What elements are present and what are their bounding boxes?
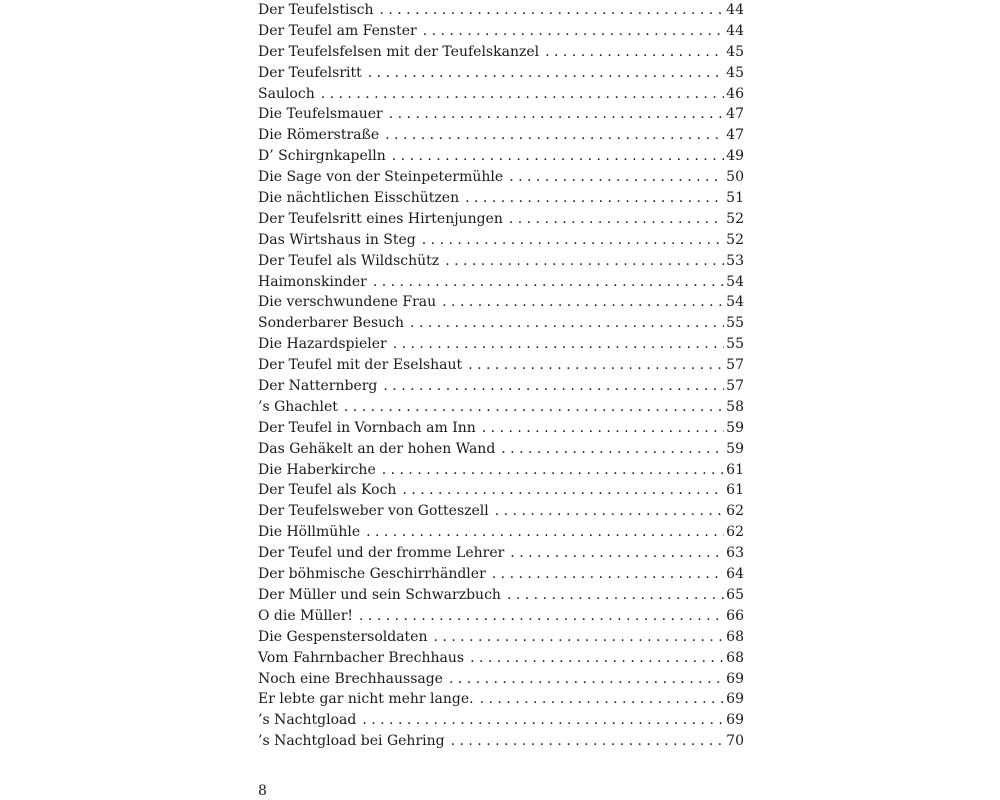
toc-entry — [258, 292, 744, 313]
page-number: 8 — [258, 783, 267, 799]
toc-entry-page: 69 — [726, 670, 744, 687]
toc-entry-page: 69 — [726, 712, 744, 729]
toc-dot-leader — [468, 355, 724, 376]
toc-dot-leader — [393, 334, 724, 355]
toc-entry — [258, 397, 744, 418]
toc-entry-title: Der Teufelsritt — [258, 64, 362, 81]
toc-entry-title: Der Teufel als Wildschütz — [258, 252, 440, 269]
toc-entry — [258, 146, 744, 167]
toc-entry — [258, 710, 744, 731]
toc-dot-leader — [470, 648, 724, 669]
toc-entry-page: 54 — [726, 273, 744, 290]
toc-entry-page: 66 — [726, 607, 744, 624]
toc-entry — [258, 543, 744, 564]
toc-entry-title: Die Hazardspieler — [258, 336, 387, 353]
toc-entry — [258, 418, 744, 439]
toc-entry-title: Vom Fahrnbacher Brechhaus — [258, 649, 465, 666]
toc-entry-title: Die Teufelsmauer — [258, 106, 383, 123]
toc-dot-leader — [482, 418, 724, 439]
toc-entry-page: 46 — [726, 85, 744, 102]
toc-dot-leader — [368, 63, 724, 84]
toc-entry-page: 65 — [726, 586, 744, 603]
toc-entry-page: 68 — [726, 628, 744, 645]
toc-dot-leader — [389, 104, 724, 125]
toc-entry-title: Der Teufel und der fromme Lehrer — [258, 545, 505, 562]
toc-entry — [258, 648, 744, 669]
toc-dot-leader — [385, 125, 724, 146]
toc-entry — [258, 21, 744, 42]
toc-dot-leader — [402, 480, 724, 501]
toc-dot-leader — [509, 209, 724, 230]
toc-entry-page: 55 — [726, 315, 744, 332]
toc-dot-leader — [383, 376, 724, 397]
toc-entry-page: 59 — [726, 440, 744, 457]
toc-entry-title: D’ Schirgnkapelln — [258, 148, 386, 165]
toc-entry-page: 68 — [726, 649, 744, 666]
toc-entry-page: 62 — [726, 503, 744, 520]
toc-dot-leader — [433, 627, 724, 648]
toc-dot-leader — [321, 84, 724, 105]
toc-dot-leader — [366, 522, 724, 543]
toc-entry-page: 62 — [726, 524, 744, 541]
toc-entry — [258, 585, 744, 606]
toc-dot-leader — [344, 397, 724, 418]
toc-entry-page: 50 — [726, 169, 744, 186]
toc-entry — [258, 501, 744, 522]
toc-entry-title: Haimonskinder — [258, 273, 367, 290]
toc-entry-page: 52 — [726, 210, 744, 227]
toc-entry-title: Das Wirtshaus in Steg — [258, 231, 416, 248]
toc-entry-page: 57 — [726, 357, 744, 374]
toc-entry-page: 53 — [726, 252, 744, 269]
toc-dot-leader — [495, 501, 724, 522]
toc-entry — [258, 439, 744, 460]
toc-entry — [258, 272, 744, 293]
toc-entry — [258, 376, 744, 397]
toc-entry — [258, 84, 744, 105]
toc-entry-page: 61 — [726, 482, 744, 499]
toc-entry-title: Der Teufel am Fenster — [258, 22, 417, 39]
toc-entry-title: Der Müller und sein Schwarzbuch — [258, 586, 501, 603]
toc-entry-title: Die nächtlichen Eisschützen — [258, 190, 460, 207]
toc-entry-page: 58 — [726, 398, 744, 415]
toc-entry-title: Die Höllmühle — [258, 524, 361, 541]
toc-entry-title: Der Teufelsritt eines Hirtenjungen — [258, 210, 503, 227]
toc-entry-title: Der böhmische Geschirrhändler — [258, 566, 486, 583]
toc-entry-title: Sonderbarer Besuch — [258, 315, 405, 332]
toc-entry-title: Sauloch — [258, 85, 315, 102]
toc-dot-leader — [410, 313, 724, 334]
toc-entry-title: Die Gespenstersoldaten — [258, 628, 428, 645]
toc-entry-page: 47 — [726, 106, 744, 123]
toc-entry-title: Der Teufelstisch — [258, 2, 374, 18]
toc-entry — [258, 188, 744, 209]
toc-entry — [258, 167, 744, 188]
toc-dot-leader — [362, 710, 724, 731]
toc-entry-page: 51 — [726, 190, 744, 207]
toc-entry-title: O die Müller! — [258, 607, 354, 624]
toc-entry-page: 69 — [726, 691, 744, 708]
toc-entry-page: 45 — [726, 43, 744, 60]
toc-dot-leader — [392, 146, 724, 167]
toc-entry-page: 59 — [726, 419, 744, 436]
toc-entry-title: Der Natternberg — [258, 378, 378, 395]
toc-entry — [258, 251, 744, 272]
toc-entry — [258, 606, 744, 627]
toc-entry-title: Der Teufel in Vornbach am Inn — [258, 419, 476, 436]
toc-entry-title: ’s Nachtgload bei Gehring — [258, 733, 445, 750]
toc-entry-page: 54 — [726, 294, 744, 311]
toc-entry-page: 55 — [726, 336, 744, 353]
toc-entry — [258, 104, 744, 125]
toc-dot-leader — [423, 21, 724, 42]
toc-entry-title: Der Teufelsfelsen mit der Teufelskanzel — [258, 43, 540, 60]
toc-entry-page: 49 — [726, 148, 744, 165]
toc-dot-leader — [382, 460, 724, 481]
toc-entry-page: 44 — [726, 22, 744, 39]
toc-dot-leader — [510, 543, 724, 564]
toc-entry — [258, 627, 744, 648]
toc-dot-leader — [422, 230, 724, 251]
toc-entry — [258, 334, 744, 355]
toc-entry-title: Er lebte gar nicht mehr lange. — [258, 691, 474, 708]
toc-entry-title: Die Sage von der Steinpetermühle — [258, 169, 504, 186]
toc-entry-title: Die Haberkirche — [258, 461, 376, 478]
toc-entry-title: Das Gehäkelt an der hohen Wand — [258, 440, 496, 457]
toc-dot-leader — [507, 585, 724, 606]
toc-entry — [258, 42, 744, 63]
toc-entry — [258, 355, 744, 376]
toc-entry — [258, 63, 744, 84]
toc-dot-leader — [492, 564, 724, 585]
toc-entry — [258, 313, 744, 334]
toc-entry — [258, 522, 744, 543]
toc-dot-leader — [442, 292, 724, 313]
toc-entry-page: 45 — [726, 64, 744, 81]
toc-entry-page: 44 — [726, 2, 744, 18]
toc-entry-title: Noch eine Brechhaussage — [258, 670, 443, 687]
toc-entry — [258, 230, 744, 251]
toc-dot-leader — [373, 272, 724, 293]
toc-dot-leader — [449, 669, 724, 690]
toc-entry-page: 52 — [726, 231, 744, 248]
toc-entry-page: 63 — [726, 545, 744, 562]
toc-dot-leader — [501, 439, 724, 460]
toc-entry — [258, 669, 744, 690]
toc-entry-title: Die Römerstraße — [258, 127, 380, 144]
toc-dot-leader — [545, 42, 724, 63]
toc-dot-leader — [465, 188, 724, 209]
toc-entry-page: 57 — [726, 378, 744, 395]
toc-entry-page: 47 — [726, 127, 744, 144]
toc-entry-page: 64 — [726, 566, 744, 583]
toc-dot-leader — [445, 251, 724, 272]
toc-dot-leader — [480, 689, 725, 710]
toc-entry — [258, 564, 744, 585]
toc-dot-leader — [359, 606, 724, 627]
toc-entry-page: 70 — [726, 733, 744, 750]
toc-entry — [258, 689, 744, 710]
toc-entry — [258, 731, 744, 752]
toc-entry — [258, 0, 744, 21]
toc-entry — [258, 209, 744, 230]
toc-dot-leader — [379, 0, 724, 21]
toc-dot-leader — [451, 731, 725, 752]
toc-entry-title: Der Teufel als Koch — [258, 482, 397, 499]
toc-entry-title: ’s Nachtgload — [258, 712, 357, 729]
toc-entry-title: Die verschwundene Frau — [258, 294, 437, 311]
toc-entry — [258, 460, 744, 481]
toc-entry-title: ’s Ghachlet — [258, 398, 338, 415]
toc-entry — [258, 480, 744, 501]
toc-entry-title: Der Teufelsweber von Gotteszell — [258, 503, 489, 520]
toc-dot-leader — [509, 167, 724, 188]
table-of-contents — [258, 0, 744, 752]
toc-entry — [258, 125, 744, 146]
toc-entry-page: 61 — [726, 461, 744, 478]
toc-entry-title: Der Teufel mit der Eselshaut — [258, 357, 463, 374]
